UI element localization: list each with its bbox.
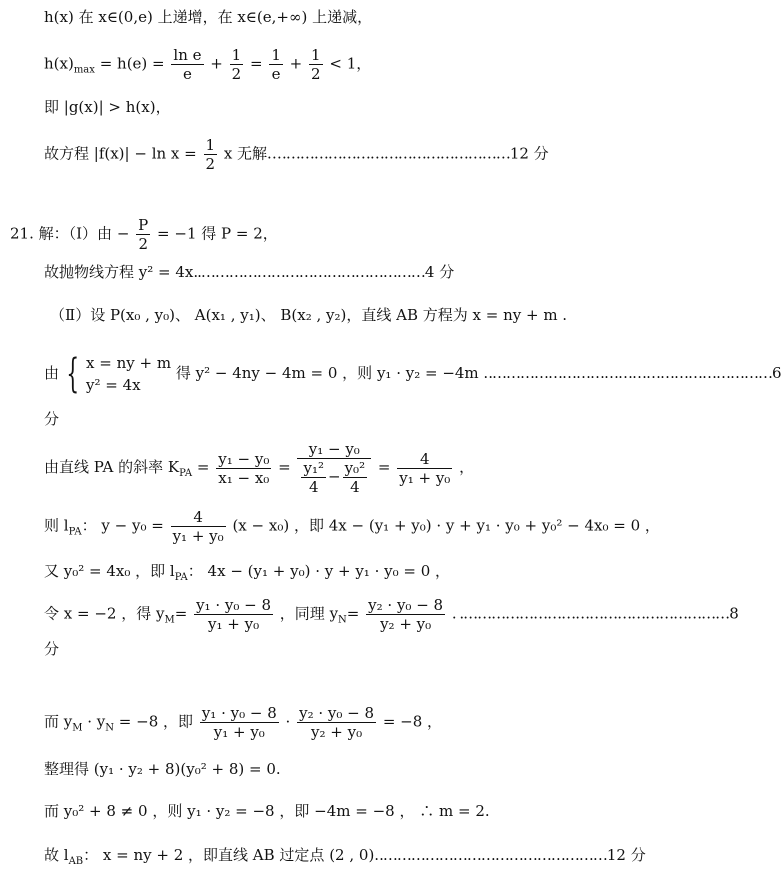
- fraction-one-half-b: $\frac{1}{2}$: [311, 46, 321, 83]
- line-product: 而 $y_M \cdot y_N = -8$ ，即 $\frac{\text{y₁ · y₀ − 8}}{\text{y₁ + y₀}}$ · $\frac{\text{y₂ · y₀ − 8}}{\text{y₂ + y₀}}$ = −8 ，: [44, 704, 443, 741]
- line-ym-yn: 令 x = −2 ，得 $y_M=$ $\frac{\text{y₁ · y₀ − 8}}{\text{y₁ + y₀}}$ ，同理 $y_N=$ $\frac{\text{y₂ · y₀ − 8}}{\text{y₂ + y₀}}$ . .…………………………………………………8: [44, 596, 739, 633]
- fraction-prod-2: $\frac{\text{y₂ · y₀ − 8}}{\text{y₂ + y₀}}$: [299, 704, 375, 741]
- line-fen-8: 分: [44, 640, 60, 658]
- fraction-4-over-sum: $\frac{4}{\text{y₁ + y₀}}$: [172, 508, 224, 545]
- fraction-yn: $\frac{\text{y₂ · y₀ − 8}}{\text{y₂ + y₀}}$: [368, 596, 444, 633]
- fraction-slope-a: $\frac{\text{y₁ − y₀}}{\text{x₁ − x₀}}$: [218, 449, 270, 487]
- line-part2-setup: （Ⅱ）设 P(x₀ , y₀)、 A(x₁ , y₁)、 B(x₂ , y₂)，直线 AB 方程为 x = ny + m .: [50, 306, 568, 324]
- line-m-equals-2: 而 y₀² + 8 ≠ 0 ，则 y₁ · y₂ = −8 ，即 −4m = −8 ， ∴ m = 2.: [44, 802, 490, 820]
- line-system: 由 { x = ny + m y² = 4x 得 y² − 4ny − 4m = 0 ，则 y₁ · y₂ = −4m ..……………………………………………………6: [44, 351, 782, 397]
- fraction-ym: $\frac{\text{y₁ · y₀ − 8}}{\text{y₁ + y₀}}$: [196, 596, 272, 633]
- fraction-one-half: $\frac{1}{2}$: [231, 46, 242, 83]
- line-q21-start: 21. 解：（Ⅰ）由 − $\frac{P}{2}$ = −1 得 P = 2，: [10, 216, 278, 253]
- line-simplify: 整理得 (y₁ · y₂ + 8)(y₀² + 8) = 0.: [44, 760, 281, 778]
- fraction-slope-c: $\frac{4}{\text{y₁ + y₀}}$: [399, 449, 451, 487]
- line-slope-pa: 由直线 PA 的斜率 $K_{PA}$ = $\frac{\text{y₁ − y₀}}{\text{x₁ − x₀}}$ = y₁ − y₀ $\frac{\text{y₁²}}{4}$ − $\frac{\text{y₀²}}{4}$ = $\frac{4}{\text{y₁ + y₀}}$ ，: [44, 440, 475, 496]
- line-g-gt-h: 即 |g(x)| > h(x)，: [44, 98, 171, 116]
- fraction-prod-1: $\frac{\text{y₁ · y₀ − 8}}{\text{y₁ + y₀}}$: [201, 704, 277, 741]
- line-fixed-point: 故 $l_{AB}$： x = ny + 2 ，即直线 AB 过定点 (2 , 0)..…………………………………………12 分: [44, 846, 646, 867]
- fraction-half: $\frac{1}{2}$: [205, 136, 216, 173]
- equation-system: x = ny + m y² = 4x: [86, 354, 172, 394]
- line-h-monotonic: h(x) 在 x∈(0,e) 上递增，在 x∈(e,+∞) 上递减，: [44, 8, 373, 26]
- fraction-p-over-2: $\frac{P}{2}$: [138, 216, 149, 253]
- fraction-lne-over-e: $\frac{\text{ln e}}{e}$: [173, 46, 202, 83]
- fraction-slope-b: y₁ − y₀ $\frac{\text{y₁²}}{4}$ − $\frac{\text{y₀²}}{4}$: [297, 440, 371, 496]
- fraction-one-over-e: $\frac{1}{e}$: [271, 46, 281, 83]
- line-no-solution: 故方程 |f(x)| − ln x = $\frac{1}{2}$ x 无解.……………………………………………12 分: [44, 136, 549, 173]
- left-brace: {: [66, 351, 79, 397]
- line-fen-6: 分: [44, 410, 60, 428]
- line-h-max: $h(x)_{max} = h(e)$ = $\frac{\text{ln e}}{e}$ + $\frac{1}{2}$ = $\frac{1}{e}$ + $\frac{1}{2}$ < 1，: [44, 46, 372, 83]
- line-parabola: 故抛物线方程 y² = 4x..…………………………………………4 分: [44, 263, 455, 281]
- line-lpa-equation: 则 $l_{PA}$： y − y₀ = $\frac{4}{\text{y₁ + y₀}}$ (x − x₀) ，即 4x − (y₁ + y₀) · y + y₁ · y₀ + y₀² − 4x₀ = 0 ，: [44, 508, 660, 545]
- line-y0-squared: 又 y₀² = 4x₀ ，即 $l_{PA}$： 4x − (y₁ + y₀) · y + y₁ · y₀ = 0 ，: [44, 562, 451, 583]
